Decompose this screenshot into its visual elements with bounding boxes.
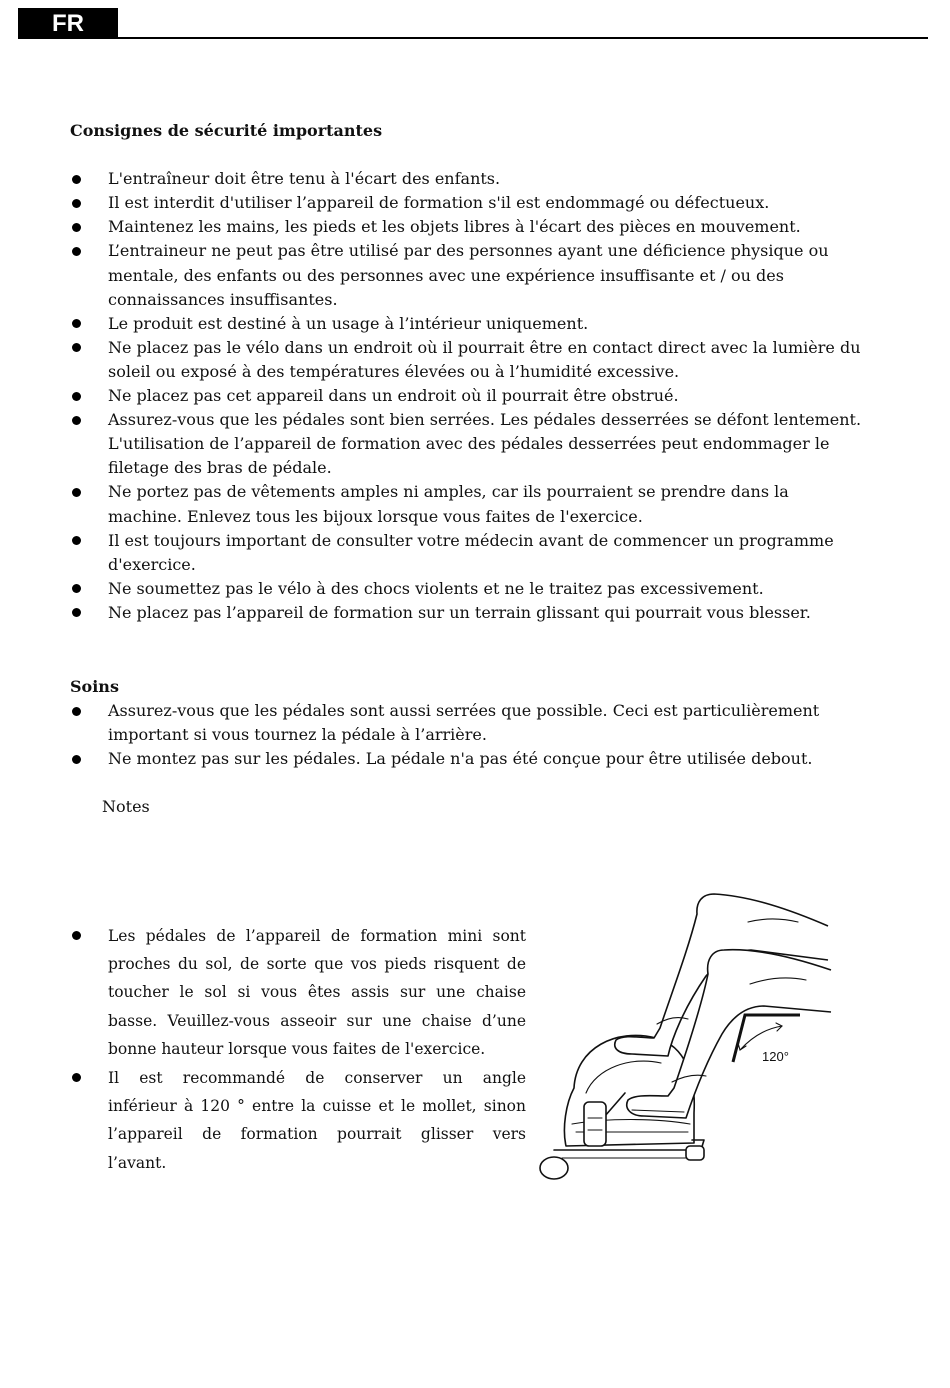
- list-item: [70, 312, 930, 336]
- list-item: [70, 922, 530, 1064]
- bullet-icon: [72, 755, 81, 764]
- pedal-strap: [584, 1102, 606, 1146]
- list-item: [70, 1064, 530, 1177]
- angle-label: 120°: [762, 1049, 789, 1064]
- list-item: [70, 384, 930, 408]
- section-title: Soins: [70, 677, 119, 696]
- arrowhead-icon: [738, 1043, 746, 1050]
- list-item-line: Assurez-vous que les pédales sont aussi serrées que possible. Ceci est particulièrement: [108, 701, 820, 721]
- knee-angle-marker: [733, 1015, 800, 1064]
- list-item-line: Maintenez les mains, les pieds et les objets libres à l'écart des pièces en mouvement.: [108, 217, 801, 237]
- list-item-line: l’appareil de formation pourrait glisser vers: [108, 1125, 526, 1144]
- bullet-icon: [72, 343, 81, 352]
- list-item: [70, 699, 930, 747]
- list-item: [70, 577, 930, 601]
- bullet-icon: [72, 931, 81, 940]
- list-item-line: machine. Enlevez tous les bijoux lorsque vous faites de l'exercice.: [108, 506, 643, 526]
- header-rule: [118, 37, 928, 39]
- list-item: [70, 529, 930, 577]
- safety-section: [70, 119, 930, 625]
- list-item-line: l’avant.: [108, 1153, 167, 1172]
- list-item-line: basse. Veuillez-vous asseoir sur une chaise d’une: [108, 1011, 526, 1030]
- list-item-line: L’entraineur ne peut pas être utilisé par des personnes ayant une déficience physique ou: [108, 241, 829, 261]
- bullet-icon: [72, 392, 81, 401]
- legs-on-mini-pedal-exerciser-icon: [536, 888, 836, 1188]
- list-item-line: mentale, des enfants ou des personnes avec une expérience insuffisante et / ou des: [108, 265, 784, 285]
- list-item: [70, 601, 930, 625]
- bullet-icon: [72, 319, 81, 328]
- list-item-line: L'entraîneur doit être tenu à l'écart des enfants.: [108, 169, 501, 189]
- list-item-line: connaissances insuffisantes.: [108, 289, 338, 309]
- bullet-icon: [72, 416, 81, 425]
- list-item-line: L'utilisation de l’appareil de formation avec des pédales desserrées peut endommager le: [108, 434, 830, 454]
- list-item: [70, 191, 930, 215]
- bullet-icon: [72, 199, 81, 208]
- bullet-icon: [72, 247, 81, 256]
- bullet-icon: [72, 536, 81, 545]
- bullet-icon: [72, 707, 81, 716]
- list-item: [70, 336, 930, 384]
- list-item: [70, 408, 930, 480]
- bullet-icon: [72, 175, 81, 184]
- list-item-line: Les pédales de l’appareil de formation mini sont: [108, 926, 526, 945]
- bullet-icon: [72, 584, 81, 593]
- list-item-line: Il est interdit d'utiliser l’appareil de formation s'il est endommagé ou défectueux.: [108, 193, 770, 213]
- list-item-line: Il est toujours important de consulter votre médecin avant de commencer un programme: [108, 530, 834, 550]
- notes-title: Notes: [102, 797, 150, 816]
- list-item-line: Ne placez pas l’appareil de formation sur un terrain glissant qui pourrait vous blesser.: [108, 602, 811, 622]
- list-item-line: Ne montez pas sur les pédales. La pédale n'a pas été conçue pour être utilisée debout.: [108, 749, 813, 769]
- list-item-line: inférieur à 120 ° entre la cuisse et le mollet, sinon: [108, 1096, 526, 1115]
- section-title: Consignes de sécurité importantes: [70, 121, 383, 140]
- notes-section: [70, 922, 530, 1177]
- care-section: [70, 675, 930, 771]
- list-item-line: Ne placez pas cet appareil dans un endroit où il pourrait être obstrué.: [108, 386, 679, 406]
- rubber-foot: [686, 1146, 704, 1160]
- list-item-line: Ne placez pas le vélo dans un endroit où il pourrait être en contact direct avec la lumière du: [108, 337, 861, 357]
- list-item: [70, 480, 930, 528]
- language-badge: FR: [18, 8, 118, 39]
- list-item: [70, 167, 930, 191]
- list-item: [70, 747, 930, 771]
- list-item: [70, 239, 930, 311]
- list-item: [70, 215, 930, 239]
- bullet-icon: [72, 608, 81, 617]
- list-item-line: Assurez-vous que les pédales sont bien serrées. Les pédales desserrées se défont lentement.: [108, 410, 862, 430]
- spacer: [70, 143, 930, 167]
- list-item-line: Il est recommandé de conserver un angle: [108, 1068, 526, 1087]
- list-item-line: soleil ou exposé à des températures élevées ou à l’humidité excessive.: [108, 361, 680, 381]
- bullet-icon: [72, 1073, 81, 1082]
- list-item-line: important si vous tournez la pédale à l’arrière.: [108, 725, 487, 745]
- rubber-foot: [540, 1157, 568, 1179]
- bullet-icon: [72, 223, 81, 232]
- list-item-line: Le produit est destiné à un usage à l’intérieur uniquement.: [108, 313, 589, 333]
- list-item-line: d'exercice.: [108, 554, 196, 574]
- list-item-line: bonne hauteur lorsque vous faites de l'exercice.: [108, 1040, 486, 1059]
- bullet-icon: [72, 488, 81, 497]
- list-item-line: filetage des bras de pédale.: [108, 458, 332, 478]
- list-item-line: Ne soumettez pas le vélo à des chocs violents et ne le traitez pas excessivement.: [108, 578, 764, 598]
- list-item-line: proches du sol, de sorte que vos pieds risquent de: [108, 955, 526, 974]
- list-item-line: Ne portez pas de vêtements amples ni amples, car ils pourraient se prendre dans la: [108, 482, 789, 502]
- list-item-line: toucher le sol si vous êtes assis sur une chaise: [108, 983, 526, 1002]
